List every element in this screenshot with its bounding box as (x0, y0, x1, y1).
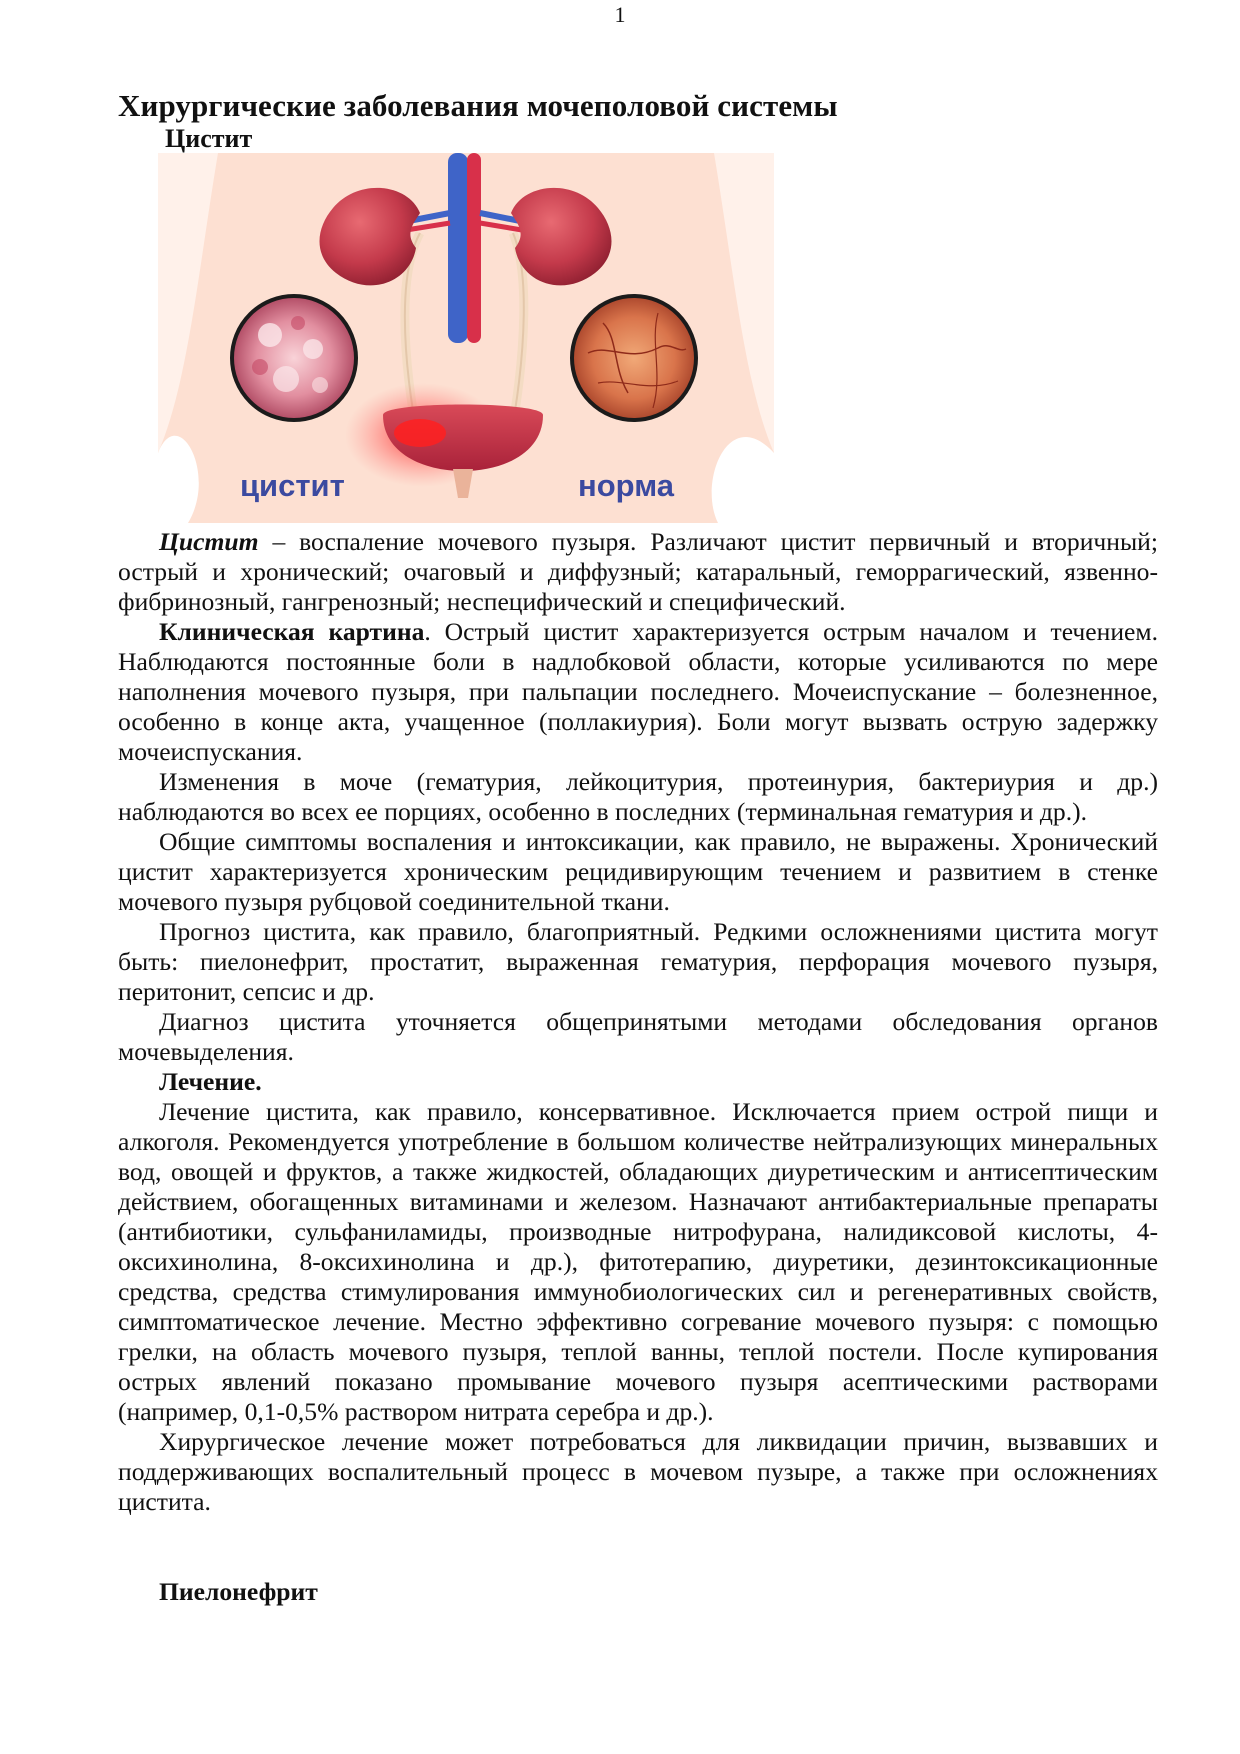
cystitis-view-circle (232, 296, 356, 420)
section-heading-cystitis: Цистит (165, 124, 253, 153)
term-cystitis: Цистит (159, 527, 259, 556)
paragraph-clinical-picture: Клиническая картина. Острый цистит характеризуется острым началом и течением. Наблюдаются постоянные боли в надлобковой области, которые усиливаются по мере наполнения мочевого пузыря, при пальпации последнего. Мочеиспускание – болезненное, особенно в конце акта, учащенное (поллакиурия). Боли могут вызвать острую задержку мочеиспускания. (118, 617, 1158, 766)
heading-pyelonephritis: Пиелонефрит (159, 1577, 318, 1606)
heading-treatment: Лечение. (159, 1067, 262, 1096)
normal-view-circle (572, 296, 696, 420)
aorta (467, 153, 481, 343)
paragraph-definition: Цистит – воспаление мочевого пузыря. Различают цистит первичный и вторичный; острый и хронический; очаговый и диффузный; катаральный, геморрагический, язвенно-фибринозный, гангренозный; неспецифический и специфический. (118, 527, 1158, 616)
paragraph-surgical-treatment: Хирургическое лечение может потребоваться для ликвидации причин, вызвавших и поддерживающих воспалительный процесс в мочевом пузыре, а также при осложнениях цистита. (118, 1427, 1158, 1516)
paragraph-diagnosis: Диагноз цистита уточняется общепринятыми методами обследования органов мочевыделения. (118, 1007, 1158, 1066)
label-cystitis: цистит (240, 468, 345, 503)
urinary-system-illustration (158, 153, 774, 523)
vena-cava (448, 153, 468, 343)
document-title: Хирургические заболевания мочеполовой системы (118, 88, 838, 123)
body-text (118, 527, 1158, 1607)
paragraph-general-symptoms: Общие симптомы воспаления и интоксикации, как правило, не выражены. Хронический цистит характеризуется хроническим рецидивирующим течением и развитием в стенке мочевого пузыря рубцовой соединительной ткани. (118, 827, 1158, 916)
label-normal: норма (578, 468, 674, 503)
term-clinical-picture: Клиническая картина (159, 617, 425, 646)
page-number: 1 (614, 2, 626, 27)
paragraph-prognosis: Прогноз цистита, как правило, благоприятный. Редкими осложнениями цистита могут быть: пиелонефрит, простатит, выраженная гематурия, перфорация мочевого пузыря, перитонит, сепсис и др. (118, 917, 1158, 1006)
paragraph-treatment: Лечение цистита, как правило, консервативное. Исключается прием острой пищи и алкоголя. Рекомендуется употребление в большом количестве нейтрализующих минеральных вод, овощей и фруктов, а также жидкостей, обладающих диуретическим и антисептическим действием, обогащенных витаминами и железом. Назначают антибактериальные препараты (антибиотики, сульфаниламиды, производные нитрофурана, налидиксовой кислоты, 4-оксихинолина, 8-оксихинолина и др.), фитотерапию, диуретики, дезинтоксикационные средства, средства стимулирования иммунобиологических сил и регенеративных свойств, симптоматическое лечение. Местно эффективно согревание мочевого пузыря: с помощью грелки, на область мочевого пузыря, теплой ванны, теплой постели. После купирования острых явлений показано промывание мочевого пузыря асептическими растворами (например, 0,1-0,5% раствором нитрата серебра и др.). (118, 1097, 1158, 1426)
paragraph-urine-changes: Изменения в моче (гематурия, лейкоцитурия, протеинурия, бактериурия и др.) наблюдаются во всех ее порциях, особенно в последних (терминальная гематурия и др.). (118, 767, 1158, 826)
